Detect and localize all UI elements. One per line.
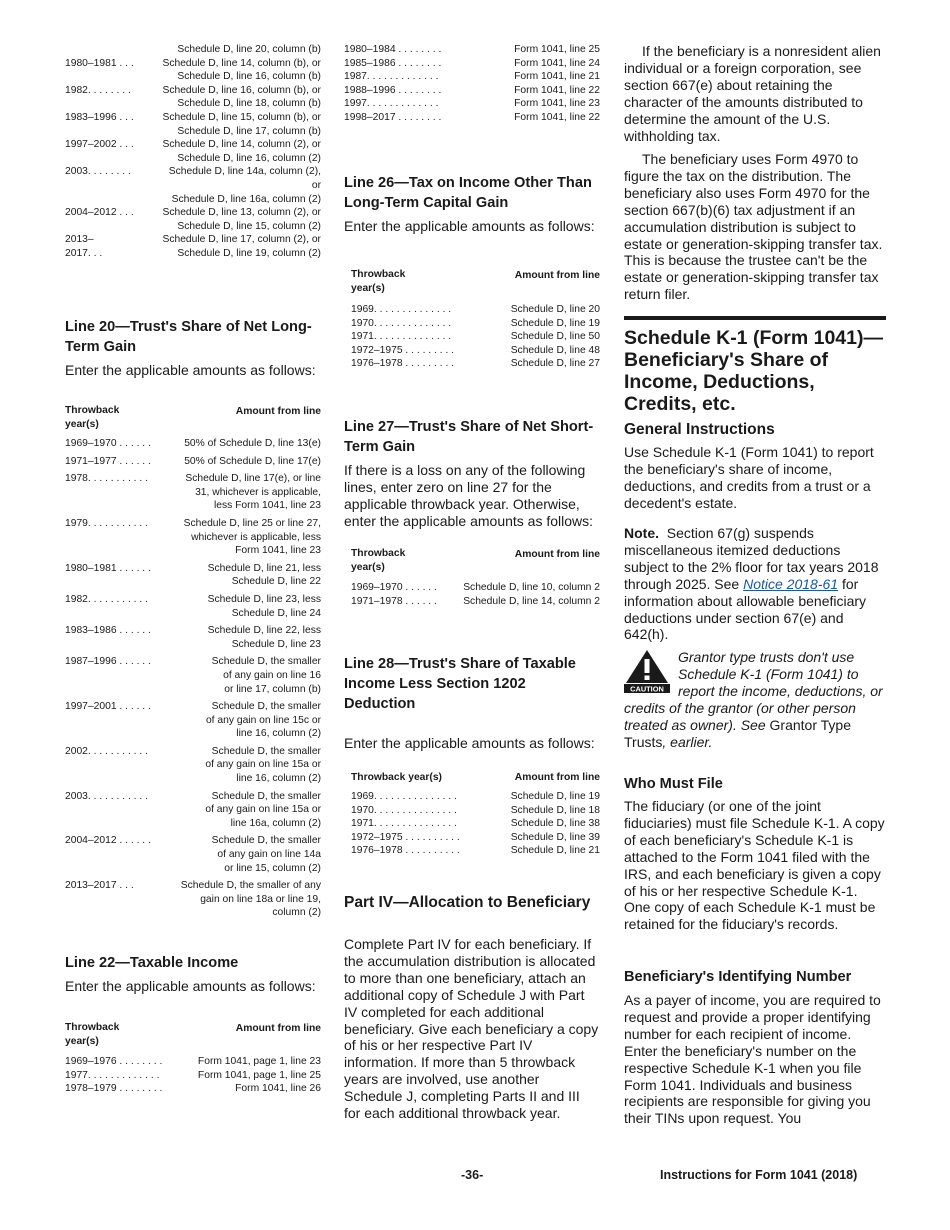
amount-source: Schedule D, line 18 bbox=[510, 804, 600, 816]
amount-source: Schedule D, line 23, less bbox=[207, 593, 321, 605]
line20-intro: Enter the applicable amounts as follows: bbox=[65, 362, 316, 378]
throwback-year: 1971. . . . . . . . . . . . . . . bbox=[351, 818, 457, 830]
table-row bbox=[65, 517, 321, 531]
table-row bbox=[65, 745, 321, 759]
line22-table bbox=[65, 1055, 321, 1096]
table-row bbox=[65, 70, 321, 84]
line26-table bbox=[344, 303, 600, 371]
line20-table-header: Throwback year(s) Amount from line bbox=[65, 405, 321, 430]
table-row bbox=[351, 817, 600, 831]
throwback-year: 1979. . . . . . . . . . . bbox=[65, 517, 148, 529]
page-number: -36- bbox=[461, 1168, 484, 1182]
line28-heading: Line 28—Trust's Share of Taxable Income Less Section 1202 Deduction bbox=[344, 656, 576, 712]
throwback-year: 1976–1978 . . . . . . . . . bbox=[351, 358, 455, 370]
amount-source: Schedule D, the smaller bbox=[211, 745, 321, 757]
amount-source: Form 1041, line 25 bbox=[514, 44, 600, 55]
amount-source: Schedule D, line 24 bbox=[231, 607, 321, 619]
table-row bbox=[65, 544, 321, 558]
table-row bbox=[65, 486, 321, 500]
amount-source: or line 17, column (b) bbox=[224, 683, 321, 695]
table-row bbox=[65, 607, 321, 621]
table-row bbox=[65, 834, 321, 848]
amount-source: Schedule D, line 27 bbox=[510, 358, 600, 370]
caution-block: CAUTION Grantor type trusts don't use Schedule K-1 (Form 1041) to report the income, deductions, or credits of the grantor (or other person treated as owner). See Grantor Type Trusts, earlier. bbox=[624, 649, 883, 750]
table-row bbox=[65, 472, 321, 486]
table-row bbox=[65, 97, 321, 111]
amount-source: Schedule D, line 19 bbox=[510, 791, 600, 802]
throwback-year: 2013– bbox=[65, 234, 94, 246]
caution-label: CAUTION bbox=[630, 684, 664, 693]
line28-table bbox=[344, 790, 600, 858]
amount-source: or line 15, column (2) bbox=[224, 862, 321, 874]
general-instructions-heading: General Instructions bbox=[624, 421, 775, 438]
table-row bbox=[351, 317, 600, 331]
table-row bbox=[65, 758, 321, 772]
line26-table-header: Throwback year(s) Amount from line bbox=[351, 269, 600, 294]
amount-source: less Form 1041, line 23 bbox=[213, 500, 321, 512]
table-row bbox=[344, 57, 600, 71]
amount-source: Schedule D, the smaller bbox=[211, 701, 321, 713]
table-row bbox=[351, 804, 600, 818]
line22-heading: Line 22—Taxable Income bbox=[65, 955, 239, 971]
table-row bbox=[65, 562, 321, 576]
table-row bbox=[65, 655, 321, 669]
amount-source: Schedule D, line 16, column (b) bbox=[177, 71, 321, 83]
throwback-year: 1969–1976 . . . . . . . . bbox=[65, 1056, 163, 1067]
who-must-file-heading: Who Must File bbox=[624, 776, 723, 792]
amount-source: Schedule D, the smaller bbox=[211, 790, 321, 802]
nonresident-paragraph: If the beneficiary is a nonresident alien individual or a foreign corporation, see section 667(e) about retaining the character of the amounts distributed to determine the amount of the U.S. withholding tax. bbox=[624, 43, 881, 144]
amount-source: Schedule D, line 15, column (b), or bbox=[162, 111, 321, 123]
throwback-year: 1987–1996 . . . . . . bbox=[65, 656, 151, 668]
line27-intro: If there is a loss on any of the following lines, enter zero on line 27 for the applicable throwback year. Otherwise, enter the applicable amounts as follows: bbox=[344, 462, 594, 529]
throwback-year: 2002. . . . . . . . . . . bbox=[65, 745, 148, 757]
amount-source: Schedule D, line 21 bbox=[510, 845, 600, 857]
who-must-file-text: The fiduciary (or one of the joint fiduciaries) must file Schedule K-1. A copy of each beneficiary's Schedule K-1 is attached to the Form 1041 filed with the IRS, and each beneficiary is given a copy of his or her respective Schedule K-1. One copy of each Schedule K-1 must be retained for the fiduciary's records. bbox=[624, 798, 885, 933]
throwback-year: 2004–2012 . . . . . . bbox=[65, 835, 151, 847]
amount-source: line 16, column (2) bbox=[236, 728, 321, 740]
amount-source: line 16a, column (2) bbox=[230, 817, 321, 829]
line28-intro: Enter the applicable amounts as follows: bbox=[344, 735, 595, 751]
line22-table-header: Throwback year(s) Amount from line bbox=[65, 1022, 321, 1047]
line22-intro: Enter the applicable amounts as follows: bbox=[65, 978, 316, 994]
table-row bbox=[65, 714, 321, 728]
amount-source: Schedule D, line 22, less bbox=[207, 625, 321, 637]
throwback-year: 1969. . . . . . . . . . . . . . . bbox=[351, 791, 457, 802]
amount-source: Schedule D, line 16, column (b), or bbox=[162, 84, 321, 96]
amount-source: Schedule D, line 16, column (2) bbox=[177, 152, 321, 164]
table-row bbox=[65, 772, 321, 786]
amount-source: gain on line 18a or line 19, bbox=[200, 893, 321, 905]
table-row bbox=[65, 125, 321, 139]
table-row bbox=[65, 879, 321, 893]
table-row bbox=[65, 683, 321, 697]
amount-source: Schedule D, the smaller bbox=[211, 835, 321, 847]
amount-source: Form 1041, page 1, line 23 bbox=[197, 1056, 321, 1067]
table-row bbox=[344, 70, 600, 84]
throwback-year: 2003. . . . . . . . bbox=[65, 166, 131, 178]
k1-section-title: Schedule K-1 (Form 1041)— Beneficiary's Share of Income, Deductions, Credits, etc. bbox=[624, 327, 883, 415]
table-row bbox=[65, 179, 321, 193]
amount-source: Schedule D, line 50 bbox=[510, 331, 600, 343]
table-row bbox=[65, 152, 321, 166]
throwback-year: 1971. . . . . . . . . . . . . . bbox=[351, 331, 452, 343]
amount-source: Form 1041, line 21 bbox=[514, 71, 600, 83]
table-row bbox=[65, 220, 321, 234]
throwback-year: 2013–2017 . . . bbox=[65, 880, 134, 892]
amount-source: Schedule D, line 14, column 2 bbox=[463, 595, 600, 607]
note-paragraph: Note. Section 67(g) suspends miscellaneous itemized deductions subject to the 2% floor for tax years 2018 through 2025. See Notice 2018-61 for information about allowable beneficiary deductions under section 67(e) and 642(h). bbox=[624, 525, 879, 643]
table-row bbox=[351, 303, 600, 317]
table-row bbox=[65, 437, 321, 451]
table-row bbox=[65, 790, 321, 804]
throwback-year: 1971–1977 . . . . . . bbox=[65, 455, 151, 467]
amount-source: Schedule D, the smaller bbox=[211, 656, 321, 668]
amount-source: Schedule D, line 15, column (2) bbox=[177, 220, 321, 232]
amount-source: Form 1041, line 22 bbox=[514, 84, 600, 96]
amount-source: 50% of Schedule D, line 17(e) bbox=[184, 455, 321, 467]
table-row bbox=[351, 595, 600, 609]
amount-source: of any gain on line 14a bbox=[217, 849, 321, 861]
amount-source: 31, whichever is applicable, bbox=[195, 486, 321, 498]
table-row bbox=[65, 638, 321, 652]
line26-heading: Line 26—Tax on Income Other Than Long-Term Capital Gain bbox=[344, 175, 592, 211]
throwback-year: 1983–1996 . . . bbox=[65, 111, 134, 123]
table-row bbox=[65, 57, 321, 71]
amount-source: of any gain on line 15c or bbox=[205, 714, 321, 726]
amount-source: or bbox=[311, 179, 321, 191]
throwback-year: 1978. . . . . . . . . . . bbox=[65, 473, 148, 485]
amount-source: Schedule D, line 21, less bbox=[207, 562, 321, 574]
table-row bbox=[351, 581, 600, 595]
throwback-year: 1982. . . . . . . . . . . bbox=[65, 593, 148, 605]
line27-table-header: Throwback year(s) Amount from line bbox=[351, 548, 600, 573]
table-row bbox=[65, 817, 321, 831]
table-row bbox=[65, 43, 321, 57]
amount-source: Schedule D, line 48 bbox=[510, 344, 600, 356]
table-row bbox=[351, 790, 600, 804]
throwback-year: 1970. . . . . . . . . . . . . . bbox=[351, 317, 452, 329]
table-row bbox=[65, 499, 321, 513]
amount-source: line 16, column (2) bbox=[236, 773, 321, 785]
amount-source: Schedule D, line 14a, column (2), bbox=[168, 166, 321, 178]
amount-source: Schedule D, line 20, column (b) bbox=[177, 44, 321, 55]
amount-source: of any gain on line 15a or bbox=[205, 804, 321, 816]
throwback-year: 1977. . . . . . . . . . . . . bbox=[65, 1069, 160, 1081]
table-row bbox=[65, 138, 321, 152]
amount-source: Form 1041, line 26 bbox=[235, 1083, 321, 1095]
table-row bbox=[344, 43, 600, 57]
general-instructions-text: Use Schedule K-1 (Form 1041) to report the beneficiary's share of income, deductions, and credits from a trust or a decedent's estate. bbox=[624, 444, 874, 511]
table-row bbox=[65, 848, 321, 862]
taxable-income-table-continued bbox=[344, 43, 600, 125]
throwback-year: 1980–1981 . . . bbox=[65, 57, 134, 69]
amount-source: Schedule D, line 18, column (b) bbox=[177, 98, 321, 110]
throwback-year: 2017. . . bbox=[65, 247, 103, 259]
table-row bbox=[65, 165, 321, 179]
amount-source: column (2) bbox=[272, 907, 321, 919]
amount-source: Schedule D, line 14, column (2), or bbox=[162, 139, 321, 151]
throwback-year: 1976–1978 . . . . . . . . . . bbox=[351, 845, 460, 857]
table-row bbox=[65, 575, 321, 589]
beneficiary-id-text: As a payer of income, you are required to request and provide a proper identifying number for each recipient of income. Enter the beneficiary's number on the respective Schedule K-1 when you file Form 1041. Individuals and business recipients are responsible for giving you their TINs upon request. You bbox=[624, 992, 881, 1127]
table-row bbox=[351, 357, 600, 371]
throwback-year: 1997. . . . . . . . . . . . . bbox=[344, 98, 439, 110]
amount-source: Schedule D, line 17, column (b) bbox=[177, 125, 321, 137]
table-row bbox=[344, 111, 600, 125]
amount-source: Schedule D, line 10, column 2 bbox=[463, 582, 600, 593]
table-row bbox=[65, 531, 321, 545]
throwback-year: 1972–1975 . . . . . . . . . . bbox=[351, 831, 460, 843]
table-row bbox=[351, 330, 600, 344]
throwback-year: 1980–1984 . . . . . . . . bbox=[344, 44, 442, 55]
amount-source: Form 1041, line 23 bbox=[235, 545, 321, 557]
throwback-year: 1985–1986 . . . . . . . . bbox=[344, 57, 442, 69]
throwback-year: 1971–1978 . . . . . . bbox=[351, 595, 437, 607]
throwback-year: 1987. . . . . . . . . . . . . bbox=[344, 71, 439, 83]
table-row bbox=[344, 97, 600, 111]
amount-source: Schedule D, line 38 bbox=[510, 818, 600, 830]
throwback-year: 2003. . . . . . . . . . . bbox=[65, 790, 148, 802]
throwback-year: 1969–1970 . . . . . . bbox=[65, 438, 151, 449]
throwback-year: 1980–1981 . . . . . . bbox=[65, 562, 151, 574]
notice-2018-61-link[interactable]: Notice 2018-61 bbox=[743, 575, 839, 592]
footer-doc-title: Instructions for Form 1041 (2018) bbox=[660, 1168, 858, 1182]
throwback-year: 1970. . . . . . . . . . . . . . . bbox=[351, 804, 457, 816]
amount-source: of any gain on line 15a or bbox=[205, 759, 321, 771]
amount-source: Schedule D, line 13, column (2), or bbox=[162, 207, 321, 219]
table-row bbox=[65, 803, 321, 817]
throwback-year: 1969. . . . . . . . . . . . . . bbox=[351, 304, 452, 315]
table-row bbox=[65, 111, 321, 125]
table-row bbox=[65, 84, 321, 98]
table-row bbox=[65, 247, 321, 261]
table-row bbox=[65, 593, 321, 607]
line20-table bbox=[65, 437, 321, 920]
table-row bbox=[351, 831, 600, 845]
line20-heading: Line 20—Trust's Share of Net Long-Term Gain bbox=[65, 319, 312, 355]
amount-source: Schedule D, line 16a, column (2) bbox=[171, 193, 321, 205]
note-label: Note. bbox=[624, 525, 659, 541]
amount-source: Form 1041, line 23 bbox=[514, 98, 600, 110]
throwback-year: 1978–1979 . . . . . . . . bbox=[65, 1083, 163, 1095]
amount-source: Schedule D, the smaller of any bbox=[180, 880, 321, 892]
table-row bbox=[344, 84, 600, 98]
amount-source: Schedule D, line 17(e), or line bbox=[185, 473, 321, 485]
line28-table-header: Throwback year(s) Amount from line bbox=[351, 772, 600, 783]
table-row bbox=[65, 862, 321, 876]
table-row bbox=[65, 1069, 321, 1083]
amount-source: 50% of Schedule D, line 13(e) bbox=[184, 438, 321, 449]
throwback-year: 1972–1975 . . . . . . . . . bbox=[351, 344, 455, 356]
throwback-year: 1969–1970 . . . . . . bbox=[351, 582, 437, 593]
table-row bbox=[65, 193, 321, 207]
throwback-year: 1998–2017 . . . . . . . . bbox=[344, 111, 442, 123]
amount-source: Schedule D, line 23 bbox=[231, 638, 321, 650]
table-row bbox=[351, 844, 600, 858]
table-row bbox=[65, 727, 321, 741]
amount-source: Form 1041, line 22 bbox=[514, 111, 600, 123]
throwback-year: 1997–2001 . . . . . . bbox=[65, 701, 151, 713]
amount-source: Schedule D, line 25 or line 27, bbox=[183, 517, 321, 529]
amount-source: Schedule D, line 19 bbox=[510, 317, 600, 329]
line26-intro: Enter the applicable amounts as follows: bbox=[344, 218, 595, 234]
table-row bbox=[65, 906, 321, 920]
table-row bbox=[65, 455, 321, 469]
cap-gain-table-continued bbox=[65, 43, 321, 261]
amount-source: Schedule D, line 19, column (2) bbox=[177, 247, 321, 259]
table-row bbox=[65, 669, 321, 683]
table-row bbox=[65, 1055, 321, 1069]
section-rule bbox=[624, 316, 886, 320]
table-row bbox=[65, 893, 321, 907]
table-row bbox=[65, 1082, 321, 1096]
form4970-paragraph: The beneficiary uses Form 4970 to figure the tax on the distribution. The beneficiary also uses Form 4970 for the section 667(b)(6) tax adjustment if an accumulation distribution is subject to estate or generation-skipping transfer tax. This is because the trustee can't be the estate or generation-skipping transfer tax return filer. bbox=[624, 151, 883, 303]
line27-table bbox=[344, 581, 600, 608]
amount-source: Schedule D, line 14, column (b), or bbox=[162, 57, 321, 69]
amount-source: whichever is applicable, less bbox=[191, 531, 321, 543]
grantor-type-trusts-ref: Grantor Type Trusts bbox=[624, 716, 851, 750]
amount-source: of any gain on line 16 bbox=[223, 669, 321, 681]
throwback-year: 2004–2012 . . . bbox=[65, 207, 134, 219]
beneficiary-id-heading: Beneficiary's Identifying Number bbox=[624, 969, 852, 985]
line27-heading: Line 27—Trust's Share of Net Short-Term Gain bbox=[344, 419, 594, 455]
amount-source: Schedule D, line 22 bbox=[231, 576, 321, 588]
table-row bbox=[65, 700, 321, 714]
table-row bbox=[351, 344, 600, 358]
amount-source: Schedule D, line 39 bbox=[510, 831, 600, 843]
caution-icon bbox=[624, 649, 670, 693]
amount-source: Form 1041, page 1, line 25 bbox=[197, 1069, 321, 1081]
amount-source: Schedule D, line 20 bbox=[510, 304, 600, 315]
amount-source: Form 1041, line 24 bbox=[514, 57, 600, 69]
throwback-year: 1982. . . . . . . . bbox=[65, 84, 131, 96]
throwback-year: 1988–1996 . . . . . . . . bbox=[344, 84, 442, 96]
throwback-year: 1983–1986 . . . . . . bbox=[65, 625, 151, 637]
table-row bbox=[65, 206, 321, 220]
table-row bbox=[65, 624, 321, 638]
table-row bbox=[65, 233, 321, 247]
amount-source: Schedule D, line 17, column (2), or bbox=[162, 234, 321, 246]
part4-text: Complete Part IV for each beneficiary. If the accumulation distribution is allocated to more than one beneficiary, attach an additional copy of Schedule J with Part IV completed for each additional beneficiary. Give each beneficiary a copy of his or her respective Part IV information. If more than 5 throwback years are involved, use another Schedule J, completing Parts II and III for each additional throwback year. bbox=[344, 936, 599, 1122]
part4-heading: Part IV—Allocation to Beneficiary bbox=[344, 894, 591, 911]
throwback-year: 1997–2002 . . . bbox=[65, 139, 134, 151]
